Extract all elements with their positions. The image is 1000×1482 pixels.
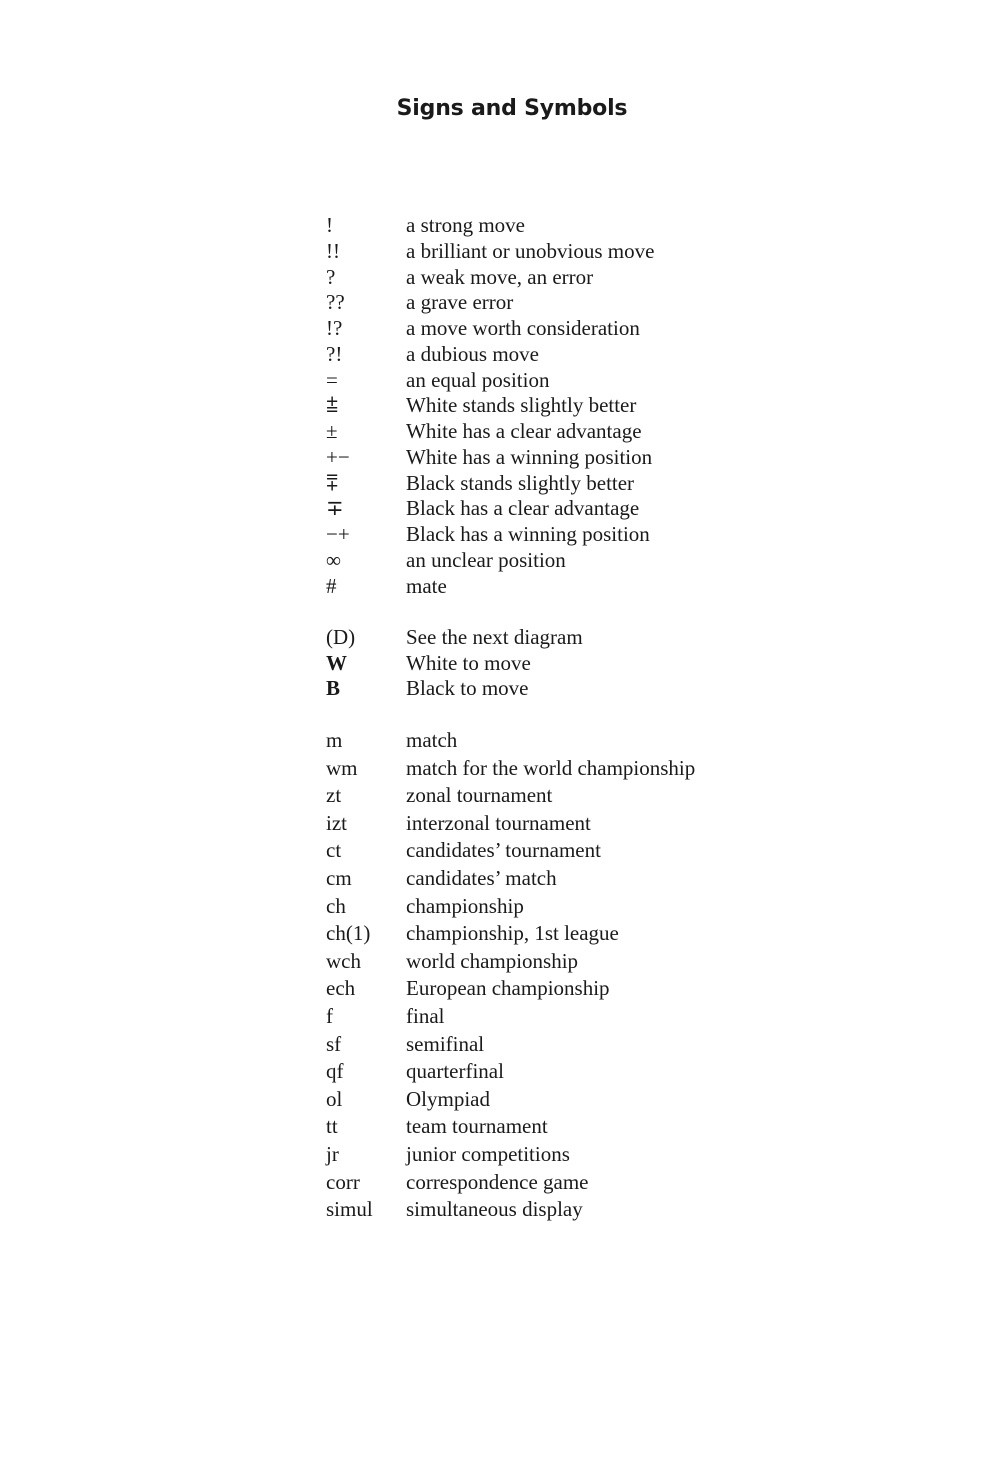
symbol-sign: wm: [326, 755, 358, 780]
symbol-sign: ch(1): [326, 921, 371, 946]
symbol-sign: !!: [326, 238, 340, 263]
symbol-row: [326, 367, 806, 393]
symbol-meaning: final: [406, 1004, 445, 1028]
symbol-meaning: White stands slightly better: [406, 393, 637, 418]
symbol-meaning: White to move: [406, 650, 531, 675]
symbol-row: [326, 975, 806, 1001]
symbol-row: [326, 893, 806, 919]
symbol-sign: ∞: [326, 547, 341, 572]
symbol-row: [326, 865, 806, 891]
symbol-sign: +−: [326, 444, 350, 469]
symbol-row: [326, 238, 806, 264]
symbol-sign: B: [326, 676, 341, 700]
symbol-meaning: Olympiad: [406, 1086, 490, 1111]
symbol-meaning: an unclear position: [406, 547, 566, 572]
symbol-sign: jr: [326, 1142, 339, 1166]
symbol-sign: W: [326, 650, 347, 675]
symbol-row: [326, 727, 806, 753]
symbol-meaning: match for the world championship: [406, 755, 696, 780]
symbol-meaning: interzonal tournament: [406, 810, 591, 835]
symbol-sign: corr: [326, 1169, 360, 1194]
symbol-meaning: candidates’ match: [406, 866, 557, 890]
symbol-sign: !: [326, 213, 333, 237]
symbol-row: [326, 341, 806, 367]
symbol-meaning: a brilliant or unobvious move: [406, 238, 655, 263]
symbol-sign: izt: [326, 810, 347, 835]
symbol-sign: f: [326, 1004, 333, 1028]
symbol-row: [326, 1058, 806, 1084]
symbol-meaning: junior competitions: [406, 1142, 570, 1166]
symbol-row: [326, 392, 806, 418]
symbol-sign: ⩲: [326, 393, 339, 418]
symbol-meaning: simultaneous display: [406, 1197, 583, 1222]
symbol-row: [326, 289, 806, 315]
symbol-sign: #: [326, 573, 337, 598]
symbol-row: [326, 837, 806, 863]
symbol-sign: −+: [326, 522, 350, 546]
symbol-sign: cm: [326, 866, 352, 890]
symbol-row: [326, 1113, 806, 1139]
symbol-sign: ??: [326, 290, 345, 315]
symbol-sign: (D): [326, 625, 356, 649]
symbol-meaning: Black to move: [406, 676, 529, 700]
symbol-row: [326, 547, 806, 573]
symbol-row: [326, 521, 806, 547]
symbol-sign: !?: [326, 316, 343, 340]
symbol-meaning: championship, 1st league: [406, 921, 619, 946]
symbol-row: [326, 782, 806, 808]
symbol-meaning: championship: [406, 893, 524, 918]
symbol-sign: ±: [326, 419, 338, 443]
symbol-meaning: a move worth consideration: [406, 316, 640, 340]
symbol-row: [326, 624, 806, 650]
symbol-meaning: Black has a winning position: [406, 522, 650, 546]
symbol-row: [326, 810, 806, 836]
symbol-row: [326, 920, 806, 946]
symbol-sign: wch: [326, 948, 361, 973]
symbol-row: [326, 495, 806, 521]
symbol-sign: tt: [326, 1114, 338, 1139]
symbol-meaning: a grave error: [406, 290, 514, 315]
symbol-sign: =: [326, 367, 338, 392]
symbol-meaning: Black stands slightly better: [406, 470, 635, 495]
symbol-meaning: an equal position: [406, 367, 550, 392]
symbol-row: [326, 444, 806, 470]
symbol-sign: sf: [326, 1031, 342, 1056]
symbol-meaning: White has a winning position: [406, 444, 653, 469]
symbol-meaning: a dubious move: [406, 341, 539, 366]
symbol-sign: ct: [326, 838, 342, 863]
symbol-meaning: world championship: [406, 948, 579, 973]
symbol-sign: ?: [326, 264, 336, 289]
symbol-sign: ol: [326, 1086, 343, 1111]
symbol-row: [326, 470, 806, 496]
symbol-sign: m: [326, 728, 343, 752]
symbol-row: [326, 212, 806, 238]
symbol-sign: ch: [326, 893, 346, 918]
symbol-sign: ∓: [326, 496, 344, 521]
symbol-meaning: mate: [406, 573, 447, 598]
symbol-row: [326, 573, 806, 599]
symbol-row: [326, 675, 806, 701]
symbol-meaning: European championship: [406, 976, 610, 1001]
symbol-row: [326, 948, 806, 974]
symbol-sign: ?!: [326, 341, 343, 366]
symbol-meaning: a weak move, an error: [406, 264, 594, 289]
symbol-sign: zt: [326, 783, 342, 808]
symbol-row: [326, 755, 806, 781]
symbol-meaning: match: [406, 728, 458, 752]
symbol-sign: simul: [326, 1197, 373, 1222]
symbol-row: [326, 264, 806, 290]
symbol-meaning: team tournament: [406, 1114, 548, 1139]
symbol-row: [326, 418, 806, 444]
symbol-row: [326, 650, 806, 676]
symbol-meaning: candidates’ tournament: [406, 838, 601, 863]
symbol-row: [326, 1196, 806, 1222]
symbol-meaning: Black has a clear advantage: [406, 496, 640, 521]
symbol-row: [326, 1003, 806, 1029]
symbol-meaning: zonal tournament: [406, 783, 553, 808]
symbol-meaning: White has a clear advantage: [406, 419, 642, 443]
symbol-meaning: correspondence game: [406, 1169, 589, 1194]
symbol-row: [326, 315, 806, 341]
symbol-meaning: a strong move: [406, 213, 525, 237]
symbol-meaning: See the next diagram: [406, 625, 583, 649]
symbol-sign: qf: [326, 1059, 344, 1084]
symbol-row: [326, 1141, 806, 1167]
symbol-sign: ech: [326, 976, 356, 1001]
symbol-meaning: semifinal: [406, 1031, 485, 1056]
symbol-meaning: quarterfinal: [406, 1059, 504, 1084]
symbol-row: [326, 1086, 806, 1112]
symbol-row: [326, 1031, 806, 1057]
symbol-sign: ⩱: [326, 470, 339, 495]
page-title: Signs and Symbols: [396, 96, 628, 121]
symbol-row: [326, 1169, 806, 1195]
